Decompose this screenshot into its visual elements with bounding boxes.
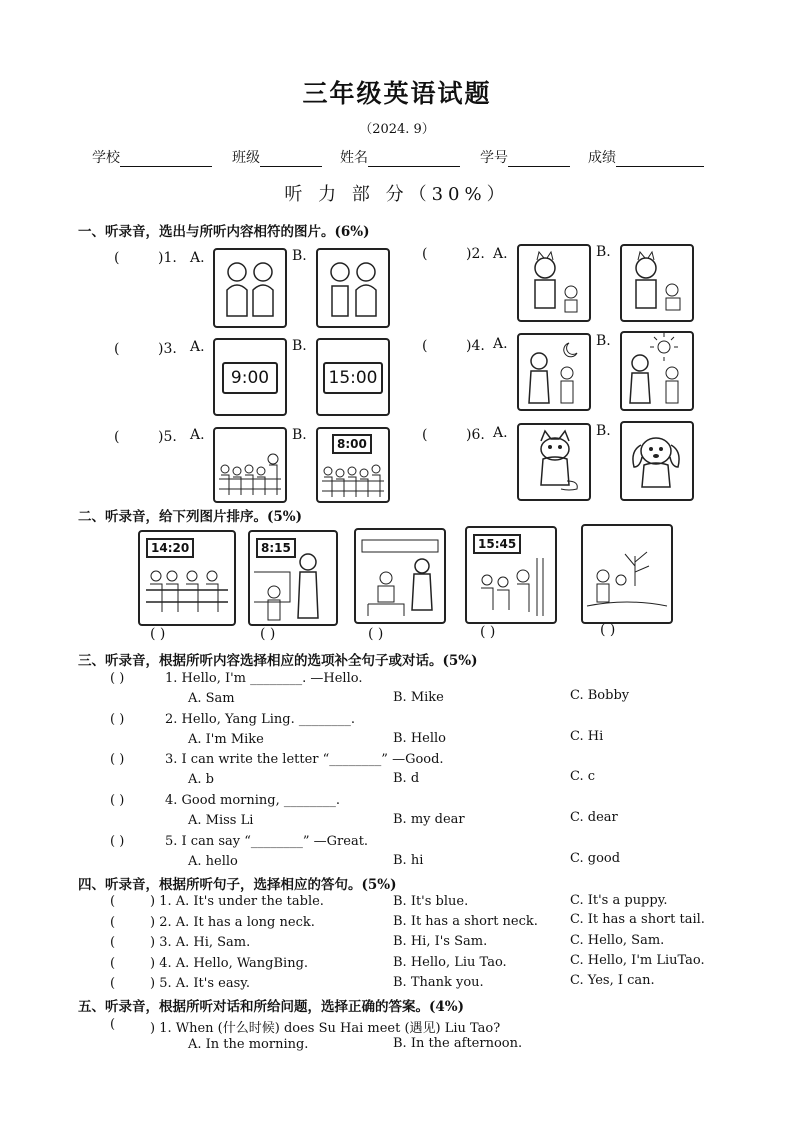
lunch-scene-illustration — [140, 532, 234, 624]
class-label: 班级 — [232, 150, 260, 166]
cat-and-mouse-illustration — [519, 246, 589, 320]
order-answer-paren[interactable]: ( ) — [260, 626, 276, 642]
part3-heading: 三、听录音，根据所听内容选择相应的选项补全句子或对话。(5%) — [78, 653, 478, 669]
class-field[interactable] — [232, 147, 322, 167]
question-text: 1. Hello, I'm ________. —Hello. — [165, 671, 363, 686]
answer-paren[interactable]: ( — [114, 429, 120, 445]
answer-paren[interactable]: ( ) — [110, 671, 125, 686]
name-blank[interactable] — [368, 152, 460, 167]
picture-1a[interactable] — [213, 248, 287, 328]
student-id-blank[interactable] — [508, 152, 570, 167]
answer-paren[interactable]: ( — [422, 338, 428, 354]
name-label: 姓名 — [340, 150, 368, 166]
score-label: 成绩 — [588, 150, 616, 166]
question-text: ) 1. When (什么时候) does Su Hai meet (遇见) Liu Tao? — [150, 1021, 501, 1036]
question-number: )5. — [158, 429, 177, 445]
order-picture-1[interactable] — [138, 530, 236, 626]
digital-clock: 8:15 — [256, 538, 296, 558]
order-answer-paren[interactable]: ( ) — [480, 624, 496, 640]
digital-clock: 15:45 — [473, 534, 521, 554]
picture-1b[interactable] — [316, 248, 390, 328]
option-a: A. Sam — [188, 691, 235, 706]
class-blank[interactable] — [260, 152, 322, 167]
puppy-illustration — [622, 423, 692, 499]
option-c: C. Yes, I can. — [570, 973, 655, 988]
option-label: B. — [292, 427, 307, 443]
digital-clock: 15:00 — [323, 362, 383, 394]
answer-paren[interactable]: ( — [110, 894, 116, 909]
option-label: A. — [493, 336, 508, 352]
student-id-field[interactable] — [480, 147, 570, 167]
answer-paren[interactable]: ( ) — [110, 712, 125, 727]
option-a: A. b — [188, 772, 214, 787]
answer-paren[interactable]: ( — [422, 246, 428, 262]
score-field[interactable] — [588, 147, 704, 167]
question-text: 3. I can write the letter “________” —Good. — [165, 752, 444, 767]
option-label: B. — [596, 244, 611, 260]
option-label: A. — [493, 246, 508, 262]
option-c: C. Hello, I'm LiuTao. — [570, 953, 705, 968]
picture-6b[interactable] — [620, 421, 694, 501]
option-c: C. It has a short tail. — [570, 912, 705, 927]
cat-and-mouse-illustration — [622, 246, 692, 320]
option-a: A. hello — [188, 854, 238, 869]
option-a: A. In the morning. — [188, 1037, 309, 1052]
order-picture-3[interactable] — [354, 528, 446, 624]
option-b: B. Hello, Liu Tao. — [393, 955, 507, 970]
outdoor-scene-illustration — [583, 526, 671, 622]
option-a: ) 4. A. Hello, WangBing. — [150, 956, 309, 971]
option-c: C. good — [570, 851, 621, 866]
option-c: C. It's a puppy. — [570, 893, 668, 908]
day-greeting-illustration — [622, 333, 692, 409]
question-number: )3. — [158, 341, 177, 357]
option-a: ) 2. A. It has a long neck. — [150, 915, 315, 930]
answer-paren[interactable]: ( ) — [110, 834, 125, 849]
option-b: B. Thank you. — [393, 975, 484, 990]
school-field[interactable] — [92, 147, 212, 167]
question-text: 5. I can say “________” —Great. — [165, 834, 369, 849]
picture-3b[interactable] — [316, 338, 390, 416]
option-label: A. — [493, 425, 508, 441]
option-a: ) 1. A. It's under the table. — [150, 894, 324, 909]
picture-2a[interactable] — [517, 244, 591, 322]
cat-illustration — [519, 425, 589, 499]
picture-2b[interactable] — [620, 244, 694, 322]
option-a: ) 3. A. Hi, Sam. — [150, 935, 251, 950]
digital-clock: 14:20 — [146, 538, 194, 558]
question-number: )2. — [466, 246, 485, 262]
option-b: B. my dear — [393, 812, 465, 827]
option-b: B. d — [393, 771, 420, 786]
classroom-illustration — [356, 530, 444, 622]
two-girls-illustration — [215, 250, 285, 326]
option-b: B. hi — [393, 853, 424, 868]
option-c: C. Hi — [570, 729, 604, 744]
part5-heading: 五、听录音，根据所听对话和所给问题，选择正确的答案。(4%) — [78, 999, 464, 1015]
answer-paren[interactable]: ( ) — [110, 793, 125, 808]
picture-4a[interactable] — [517, 333, 591, 411]
listening-section-title: 听 力 部 分（30%） — [284, 184, 510, 205]
option-a: ) 5. A. It's easy. — [150, 976, 250, 991]
picture-6a[interactable] — [517, 423, 591, 501]
digital-clock: 9:00 — [222, 362, 278, 394]
option-b: B. Mike — [393, 690, 444, 705]
answer-paren[interactable]: ( — [110, 1017, 116, 1032]
exam-date: （2024. 9） — [359, 122, 435, 137]
order-picture-5[interactable] — [581, 524, 673, 624]
option-a: A. Miss Li — [188, 813, 254, 828]
school-label: 学校 — [92, 150, 120, 166]
answer-paren[interactable]: ( — [110, 935, 116, 950]
order-picture-4[interactable] — [465, 526, 557, 624]
school-blank[interactable] — [120, 152, 212, 167]
answer-paren[interactable]: ( — [422, 427, 428, 443]
option-c: C. Hello, Sam. — [570, 933, 665, 948]
name-field[interactable] — [340, 147, 460, 167]
option-c: C. dear — [570, 810, 618, 825]
question-number: )4. — [466, 338, 485, 354]
digital-clock: 8:00 — [332, 434, 372, 454]
option-b: B. Hi, I's Sam. — [393, 934, 488, 949]
option-a: A. I'm Mike — [188, 732, 264, 747]
order-picture-2[interactable] — [248, 530, 338, 626]
option-b: B. It has a short neck. — [393, 914, 538, 929]
night-greeting-illustration — [519, 335, 589, 409]
part1-heading: 一、听录音，选出与所听内容相符的图片。(6%) — [78, 224, 370, 240]
order-answer-paren[interactable]: ( ) — [368, 626, 384, 642]
exam-title: 三年级英语试题 — [302, 79, 492, 108]
question-text: 4. Good morning, ________. — [165, 793, 341, 808]
order-answer-paren[interactable]: ( ) — [150, 626, 166, 642]
picture-4b[interactable] — [620, 331, 694, 411]
answer-paren[interactable]: ( ) — [110, 752, 125, 767]
answer-paren[interactable]: ( — [110, 915, 116, 930]
classroom-illustration — [215, 429, 285, 501]
after-school-illustration — [467, 528, 555, 622]
option-label: A. — [190, 339, 205, 355]
option-label: B. — [596, 333, 611, 349]
answer-paren[interactable]: ( — [114, 341, 120, 357]
question-number: )1. — [158, 250, 177, 266]
question-text: 2. Hello, Yang Ling. ________. — [165, 712, 356, 727]
order-answer-paren[interactable]: ( ) — [600, 622, 616, 638]
score-blank[interactable] — [616, 152, 704, 167]
option-label: B. — [292, 338, 307, 354]
picture-5b[interactable] — [316, 427, 390, 503]
option-label: B. — [596, 423, 611, 439]
student-id-label: 学号 — [480, 150, 508, 166]
picture-5a[interactable] — [213, 427, 287, 503]
teacher-student-illustration — [250, 532, 336, 624]
classroom-illustration — [318, 429, 388, 501]
question-number: )6. — [466, 427, 485, 443]
part2-heading: 二、听录音，给下列图片排序。(5%) — [78, 509, 302, 525]
option-label: B. — [292, 248, 307, 264]
option-c: C. c — [570, 769, 596, 784]
answer-paren[interactable]: ( — [114, 250, 120, 266]
part4-heading: 四、听录音，根据所听句子，选择相应的答句。(5%) — [78, 877, 397, 893]
option-b: B. Hello — [393, 731, 446, 746]
option-label: A. — [190, 427, 205, 443]
boy-and-girl-illustration — [318, 250, 388, 326]
option-c: C. Bobby — [570, 688, 630, 703]
picture-3a[interactable] — [213, 338, 287, 416]
answer-paren[interactable]: ( — [110, 976, 116, 991]
option-label: A. — [190, 250, 205, 266]
answer-paren[interactable]: ( — [110, 956, 116, 971]
option-b: B. In the afternoon. — [393, 1036, 523, 1051]
option-b: B. It's blue. — [393, 894, 469, 909]
